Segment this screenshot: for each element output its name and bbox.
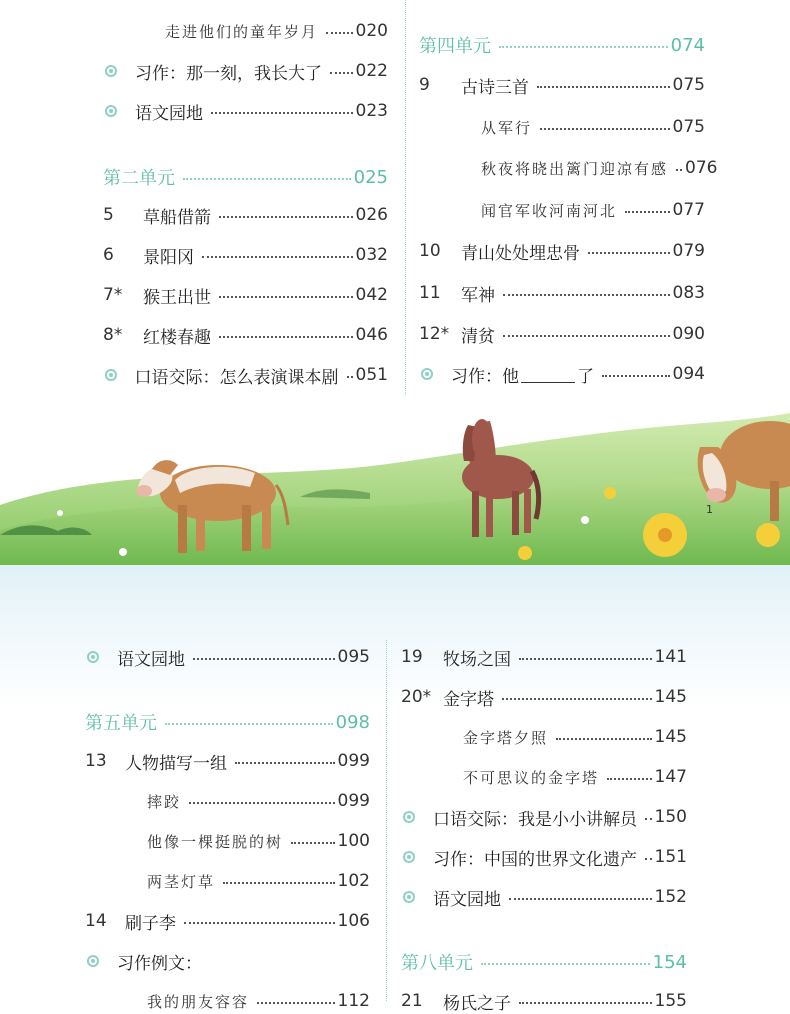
toc-entry xyxy=(481,197,705,223)
toc-entry xyxy=(463,724,687,750)
page-ref: 074 xyxy=(670,34,705,56)
toc-entry xyxy=(103,242,388,268)
bullet-icon xyxy=(421,368,433,380)
toc-entry xyxy=(403,884,687,910)
leader-dots xyxy=(503,335,670,337)
entry-title: 第二单元 xyxy=(103,168,175,189)
lesson-number: 20* xyxy=(401,687,432,707)
page-ref: 154 xyxy=(652,951,687,973)
entry-title: 语文园地 xyxy=(117,649,185,670)
toc-entry xyxy=(103,202,388,228)
bullet-icon xyxy=(105,65,117,77)
fill-blank-line xyxy=(521,366,575,383)
leader-dots xyxy=(607,778,652,780)
entry-title: 金字塔夕照 xyxy=(463,728,549,747)
bullet-icon xyxy=(403,851,415,863)
toc-entry xyxy=(421,361,705,387)
toc-entry xyxy=(105,58,388,84)
lesson-number: 10 xyxy=(419,241,441,261)
page-ref: 025 xyxy=(353,166,388,188)
entry-title: 习作：那一刻，我长大了 xyxy=(135,63,322,84)
leader-dots xyxy=(676,169,682,171)
page-ref: 145 xyxy=(654,687,687,707)
page-ref: 112 xyxy=(337,991,370,1011)
page-ref: 042 xyxy=(355,285,388,305)
leader-dots xyxy=(219,216,353,218)
entry-title: 人物描写一组 xyxy=(125,753,227,774)
page-ref: 077 xyxy=(672,200,705,220)
entry-title: 闻官军收河南河北 xyxy=(481,201,618,220)
toc-entry xyxy=(103,282,388,308)
page-ref: 098 xyxy=(335,711,370,733)
page-ref: 076 xyxy=(685,158,718,178)
page-ref: 152 xyxy=(654,887,687,907)
entry-title: 不可思议的金字塔 xyxy=(463,768,600,787)
page-ref: 075 xyxy=(672,117,705,137)
leader-dots xyxy=(499,46,668,48)
toc-entry xyxy=(401,644,687,670)
toc-entry xyxy=(147,988,370,1014)
bullet-icon xyxy=(105,369,117,381)
entry-title: 军神 xyxy=(461,285,495,306)
entry-title: 摔跤 xyxy=(147,792,182,811)
page-ref: 051 xyxy=(355,365,388,385)
entry-title: 杨氏之子 xyxy=(443,993,511,1014)
leader-dots xyxy=(645,818,652,820)
entry-title: 他像一棵挺脱的树 xyxy=(147,832,284,851)
lesson-number: 12* xyxy=(419,324,450,344)
lesson-number: 21 xyxy=(401,991,423,1011)
page-ref: 075 xyxy=(672,75,705,95)
leader-dots xyxy=(537,86,670,88)
entry-title-suffix: 了 xyxy=(577,366,594,387)
toc-entry xyxy=(419,321,705,347)
page-number: 1 xyxy=(706,503,713,516)
leader-dots xyxy=(183,178,351,180)
leader-dots xyxy=(219,296,353,298)
bullet-icon xyxy=(105,105,117,117)
leader-dots xyxy=(202,256,353,258)
lesson-number: 19 xyxy=(401,647,423,667)
toc-entry xyxy=(105,362,388,388)
entry-title: 青山处处埋忠骨 xyxy=(461,243,580,264)
page-ref: 100 xyxy=(337,831,370,851)
leader-dots xyxy=(481,963,650,965)
page-ref: 083 xyxy=(672,283,705,303)
page-ref: 023 xyxy=(355,101,388,121)
entry-title: 两茎灯草 xyxy=(147,872,216,891)
unit-heading xyxy=(103,164,388,190)
toc-entry xyxy=(463,764,687,790)
meadow-illustration xyxy=(0,395,790,565)
leader-dots xyxy=(645,858,652,860)
leader-dots xyxy=(502,698,652,700)
unit-heading xyxy=(85,709,370,735)
leader-dots xyxy=(556,738,652,740)
leader-dots xyxy=(235,762,335,764)
entry-title: 第五单元 xyxy=(85,713,157,734)
lesson-number: 6 xyxy=(103,245,114,265)
entry-title: 口语交际：我是小小讲解员 xyxy=(433,809,637,830)
page-ref: 102 xyxy=(337,871,370,891)
leader-dots xyxy=(184,922,335,924)
lesson-number: 9 xyxy=(419,75,430,95)
lesson-number: 5 xyxy=(103,205,114,225)
entry-title: 习作：中国的世界文化遗产 xyxy=(433,849,637,870)
lesson-number: 11 xyxy=(419,283,441,303)
entry-title: 习作例文： xyxy=(117,953,202,974)
column-divider-bottom xyxy=(386,640,387,1001)
leader-dots xyxy=(519,1002,652,1004)
entry-title: 刷子李 xyxy=(125,913,176,934)
entry-title: 景阳冈 xyxy=(143,247,194,268)
lesson-number: 14 xyxy=(85,911,107,931)
entry-title: 第八单元 xyxy=(401,953,473,974)
page-ref: 145 xyxy=(654,727,687,747)
page-ref: 020 xyxy=(355,21,388,41)
leader-dots xyxy=(347,376,353,378)
toc-entry xyxy=(85,908,370,934)
page-ref: 155 xyxy=(654,991,687,1011)
leader-dots xyxy=(503,294,670,296)
entry-title: 我的朋友容容 xyxy=(147,992,250,1011)
leader-dots xyxy=(519,658,652,660)
leader-dots xyxy=(193,658,335,660)
bullet-icon xyxy=(403,811,415,823)
entry-title: 语文园地 xyxy=(135,103,203,124)
entry-title: 从军行 xyxy=(481,118,533,137)
leader-dots xyxy=(588,252,670,254)
bullet-icon xyxy=(87,955,99,967)
entry-title: 古诗三首 xyxy=(461,77,529,98)
leader-dots xyxy=(540,128,670,130)
unit-heading xyxy=(401,949,687,975)
toc-entry xyxy=(481,114,705,140)
entry-title: 习作：他 xyxy=(451,366,519,387)
toc-entry xyxy=(87,644,370,670)
toc-entry xyxy=(481,155,718,181)
page-ref: 094 xyxy=(672,364,705,384)
page-ref: 099 xyxy=(337,751,370,771)
toc-entry xyxy=(401,684,687,710)
bullet-icon xyxy=(403,891,415,903)
toc-entry xyxy=(165,18,388,44)
leader-dots xyxy=(257,1002,335,1004)
toc-entry xyxy=(419,238,705,264)
leader-dots xyxy=(219,336,353,338)
leader-dots xyxy=(165,723,333,725)
lesson-number: 13 xyxy=(85,751,107,771)
entry-title: 秋夜将晓出篱门迎凉有感 xyxy=(481,159,669,178)
entry-title: 牧场之国 xyxy=(443,649,511,670)
entry-title: 语文园地 xyxy=(433,889,501,910)
entry-title: 红楼春趣 xyxy=(143,327,211,348)
unit-heading xyxy=(419,32,705,58)
leader-dots xyxy=(211,112,353,114)
toc-entry xyxy=(419,280,705,306)
page-ref: 141 xyxy=(654,647,687,667)
page-ref: 106 xyxy=(337,911,370,931)
leader-dots xyxy=(189,802,335,804)
page-ref: 090 xyxy=(672,324,705,344)
leader-dots xyxy=(291,842,335,844)
toc-entry xyxy=(105,98,388,124)
toc-entry xyxy=(401,988,687,1014)
toc-entry xyxy=(87,948,370,974)
page-ref: 079 xyxy=(672,241,705,261)
toc-entry xyxy=(147,868,370,894)
bullet-icon xyxy=(87,651,99,663)
page-ref: 046 xyxy=(355,325,388,345)
entry-title: 第四单元 xyxy=(419,36,491,57)
entry-title: 金字塔 xyxy=(443,689,494,710)
toc-entry xyxy=(147,828,370,854)
leader-dots xyxy=(326,32,353,34)
lesson-number: 7* xyxy=(103,285,123,305)
leader-dots xyxy=(509,898,652,900)
entry-title: 走进他们的童年岁月 xyxy=(165,22,319,41)
toc-entry xyxy=(403,844,687,870)
page-ref: 150 xyxy=(654,807,687,827)
toc-entry xyxy=(403,804,687,830)
page-ref: 032 xyxy=(355,245,388,265)
leader-dots xyxy=(223,882,335,884)
toc-entry xyxy=(103,322,388,348)
toc-entry xyxy=(85,748,370,774)
toc-entry xyxy=(147,788,370,814)
entry-title: 清贫 xyxy=(461,326,495,347)
page-ref: 022 xyxy=(355,61,388,81)
entry-title: 口语交际：怎么表演课本剧 xyxy=(134,367,339,388)
leader-dots xyxy=(330,72,353,74)
lesson-number: 8* xyxy=(103,325,123,345)
page-ref: 026 xyxy=(355,205,388,225)
leader-dots xyxy=(602,375,670,377)
page-ref: 099 xyxy=(337,791,370,811)
page-ref: 095 xyxy=(337,647,370,667)
toc-entry xyxy=(419,72,705,98)
entry-title: 猴王出世 xyxy=(143,287,211,308)
page-ref: 151 xyxy=(654,847,687,867)
column-divider-top xyxy=(405,0,406,395)
leader-dots xyxy=(625,211,670,213)
entry-title: 草船借箭 xyxy=(143,207,211,228)
page-ref: 147 xyxy=(654,767,687,787)
